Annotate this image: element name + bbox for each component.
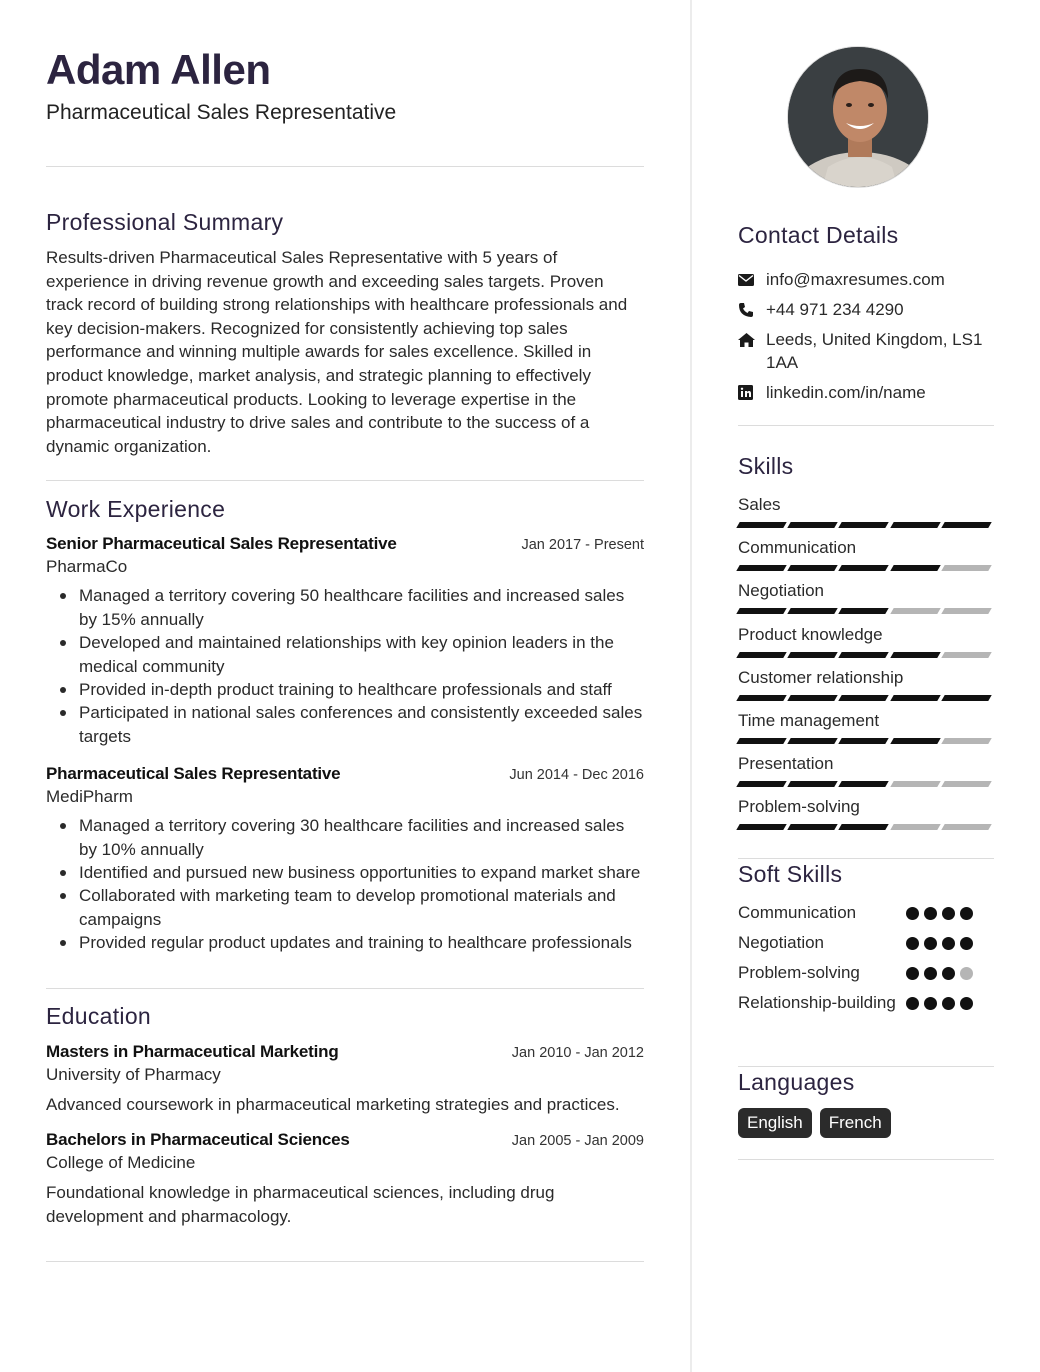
bullet-item: Managed a territory covering 30 healthcare facilities and increased sales by 10% annually	[46, 814, 644, 861]
skill-level-segment	[941, 522, 992, 528]
contact-linkedin	[738, 381, 994, 404]
skill-level-segment	[941, 695, 992, 701]
language-tag: English	[738, 1108, 812, 1138]
phone-icon	[738, 298, 766, 321]
bullet-item: Provided in-depth product training to healthcare professionals and staff	[46, 678, 644, 701]
skill-level-segment	[736, 824, 787, 830]
job-company: MediPharm	[46, 787, 133, 807]
home-icon	[738, 328, 766, 351]
candidate-name: Adam Allen	[46, 46, 271, 93]
rating-dot	[942, 937, 955, 950]
skill-label: Communication	[738, 538, 857, 558]
job-role: Pharmaceutical Sales Representative	[46, 764, 341, 784]
skill-level-segment	[941, 824, 992, 830]
soft-skill-item	[738, 901, 994, 925]
rating-dot	[960, 997, 973, 1010]
skill-level-segment	[941, 781, 992, 787]
skill-level-segment	[787, 738, 838, 744]
language-tag: French	[820, 1108, 891, 1138]
skill-level-segment	[890, 608, 941, 614]
linkedin-text: linkedin.com/in/name	[766, 383, 926, 402]
soft-skill-rating	[906, 991, 978, 1010]
skill-label: Problem-solving	[738, 797, 860, 817]
skill-item	[738, 710, 994, 753]
skill-level-segment	[941, 738, 992, 744]
job-company: PharmaCo	[46, 557, 128, 577]
rating-dot	[906, 937, 919, 950]
soft-skill-label: Negotiation	[738, 933, 825, 952]
education-description: Advanced coursework in pharmaceutical marketing strategies and practices.	[46, 1094, 620, 1114]
skill-level-segment	[736, 522, 787, 528]
skill-level-segment	[941, 565, 992, 571]
main-column	[46, 46, 644, 1262]
skill-level-bar	[738, 565, 994, 571]
divider	[738, 858, 994, 859]
skill-level-segment	[736, 608, 787, 614]
rating-dot	[924, 907, 937, 920]
skill-level-segment	[839, 781, 890, 787]
skill-level-segment	[941, 608, 992, 614]
degree: Bachelors in Pharmaceutical Sciences	[46, 1130, 350, 1150]
rating-dot	[906, 997, 919, 1010]
experience-heading: Work Experience	[46, 496, 226, 523]
soft-skill-rating	[906, 901, 978, 920]
skill-item	[738, 624, 994, 667]
skill-level-bar	[738, 652, 994, 658]
soft-skill-rating	[906, 961, 978, 980]
skill-label: Negotiation	[738, 581, 825, 601]
skill-level-segment	[839, 522, 890, 528]
skill-item	[738, 796, 994, 839]
rating-dot	[942, 967, 955, 980]
languages-list	[738, 1108, 899, 1138]
rating-dot	[942, 907, 955, 920]
skill-level-segment	[736, 738, 787, 744]
bullet-item: Provided regular product updates and training to healthcare professionals	[46, 931, 644, 954]
skill-level-segment	[890, 652, 941, 658]
soft-skill-item	[738, 991, 994, 1015]
rating-dot	[906, 907, 919, 920]
divider	[46, 480, 644, 481]
skill-level-segment	[890, 738, 941, 744]
skill-level-segment	[787, 652, 838, 658]
email-text: info@maxresumes.com	[766, 270, 945, 289]
rating-dot	[924, 997, 937, 1010]
bullet-item: Identified and pursued new business opportunities to expand market share	[46, 861, 644, 884]
job-bullets	[46, 814, 644, 954]
rating-dot	[960, 967, 973, 980]
skill-item	[738, 667, 994, 710]
skill-label: Presentation	[738, 754, 834, 774]
soft-skill-rating	[906, 931, 978, 950]
rating-dot	[960, 937, 973, 950]
languages-heading: Languages	[738, 1069, 855, 1095]
education-dates: Jan 2005 - Jan 2009	[511, 1133, 644, 1150]
soft-skill-item	[738, 961, 994, 985]
skill-level-bar	[738, 824, 994, 830]
skill-level-segment	[890, 695, 941, 701]
address-text: Leeds, United Kingdom, LS1 1AA	[766, 330, 983, 372]
divider	[46, 988, 644, 989]
skill-level-segment	[736, 695, 787, 701]
job-bullets	[46, 584, 644, 748]
skill-item	[738, 580, 994, 623]
education-heading: Education	[46, 1002, 151, 1029]
skill-level-segment	[839, 738, 890, 744]
skill-level-bar	[738, 738, 994, 744]
skill-level-segment	[787, 522, 838, 528]
linkedin-icon	[738, 381, 766, 404]
candidate-title: Pharmaceutical Sales Representative	[46, 101, 397, 124]
skill-level-segment	[839, 608, 890, 614]
skill-level-segment	[890, 565, 941, 571]
skill-label: Product knowledge	[738, 624, 883, 644]
job-role: Senior Pharmaceutical Sales Representative	[46, 534, 397, 554]
skills-heading: Skills	[738, 453, 794, 479]
profile-photo	[787, 46, 929, 188]
job-entry	[46, 533, 644, 748]
education-entry	[46, 1041, 644, 1117]
envelope-icon	[738, 268, 766, 291]
divider	[738, 1159, 994, 1160]
soft-skill-label: Relationship-building	[738, 993, 896, 1012]
divider	[46, 1261, 644, 1262]
bullet-item: Developed and maintained relationships with key opinion leaders in the medical community	[46, 631, 644, 678]
skill-level-segment	[839, 695, 890, 701]
skill-level-segment	[890, 781, 941, 787]
column-divider	[690, 0, 692, 1372]
skill-level-segment	[839, 824, 890, 830]
rating-dot	[906, 967, 919, 980]
contact-list	[738, 268, 994, 411]
skill-level-segment	[890, 522, 941, 528]
skill-level-segment	[787, 781, 838, 787]
rating-dot	[942, 997, 955, 1010]
degree: Masters in Pharmaceutical Marketing	[46, 1041, 339, 1061]
soft-skill-item	[738, 931, 994, 955]
school: College of Medicine	[46, 1153, 196, 1173]
contact-email	[738, 268, 994, 291]
skill-level-segment	[787, 824, 838, 830]
phone-text: +44 971 234 4290	[766, 300, 904, 319]
skill-level-bar	[738, 522, 994, 528]
bullet-item: Collaborated with marketing team to develop promotional materials and campaigns	[46, 884, 644, 931]
contact-phone	[738, 298, 994, 321]
skill-label: Sales	[738, 495, 781, 514]
skill-level-segment	[839, 565, 890, 571]
skill-level-segment	[787, 608, 838, 614]
skill-level-segment	[736, 652, 787, 658]
school: University of Pharmacy	[46, 1064, 221, 1084]
skill-label: Customer relationship	[738, 667, 904, 687]
person-portrait-icon	[788, 47, 929, 188]
rating-dot	[924, 967, 937, 980]
skill-level-segment	[890, 824, 941, 830]
soft-skill-label: Communication	[738, 903, 857, 922]
skill-level-bar	[738, 781, 994, 787]
skills-list	[738, 494, 994, 840]
education-description: Foundational knowledge in pharmaceutical sciences, including drug development and pharmacology.	[46, 1183, 555, 1226]
skill-item	[738, 537, 994, 580]
skill-item	[738, 753, 994, 796]
education-dates: Jan 2010 - Jan 2012	[511, 1044, 644, 1061]
divider	[738, 1066, 994, 1067]
skill-level-segment	[736, 781, 787, 787]
skill-level-bar	[738, 695, 994, 701]
skill-level-segment	[941, 652, 992, 658]
skill-level-segment	[787, 565, 838, 571]
job-dates: Jun 2014 - Dec 2016	[509, 767, 644, 784]
divider	[46, 166, 644, 167]
skill-item	[738, 494, 994, 537]
summary-text: Results-driven Pharmaceutical Sales Representative with 5 years of experience in driving revenue growth and exceeding sales targets. Proven track record of building strong relationships with healthcare professionals and key decision-makers. Recognized for consistently achieving top sales performance and winning multiple awards for sales excellence. Skilled in product knowledge, market analysis, and strategic planning to effectively promote pharmaceutical products. Looking to leverage expertise in the pharmaceutical industry to drive sales and contribute to the success of a dynamic organization.	[46, 248, 628, 456]
job-dates: Jan 2017 - Present	[521, 537, 644, 554]
bullet-item: Managed a territory covering 50 healthcare facilities and increased sales by 15% annually	[46, 584, 644, 631]
skill-level-segment	[787, 695, 838, 701]
contact-address	[738, 328, 994, 374]
job-entry	[46, 763, 644, 954]
divider	[738, 425, 994, 426]
skill-label: Time management	[738, 710, 880, 730]
rating-dot	[924, 937, 937, 950]
skill-level-bar	[738, 608, 994, 614]
soft-skills-heading: Soft Skills	[738, 861, 843, 887]
soft-skills-list	[738, 901, 994, 1021]
skill-level-segment	[736, 565, 787, 571]
education-entry	[46, 1129, 644, 1228]
bullet-item: Participated in national sales conferences and consistently exceeded sales targets	[46, 701, 644, 748]
summary-heading: Professional Summary	[46, 209, 284, 235]
rating-dot	[960, 907, 973, 920]
skill-level-segment	[839, 652, 890, 658]
soft-skill-label: Problem-solving	[738, 963, 860, 982]
contact-heading: Contact Details	[738, 222, 899, 248]
